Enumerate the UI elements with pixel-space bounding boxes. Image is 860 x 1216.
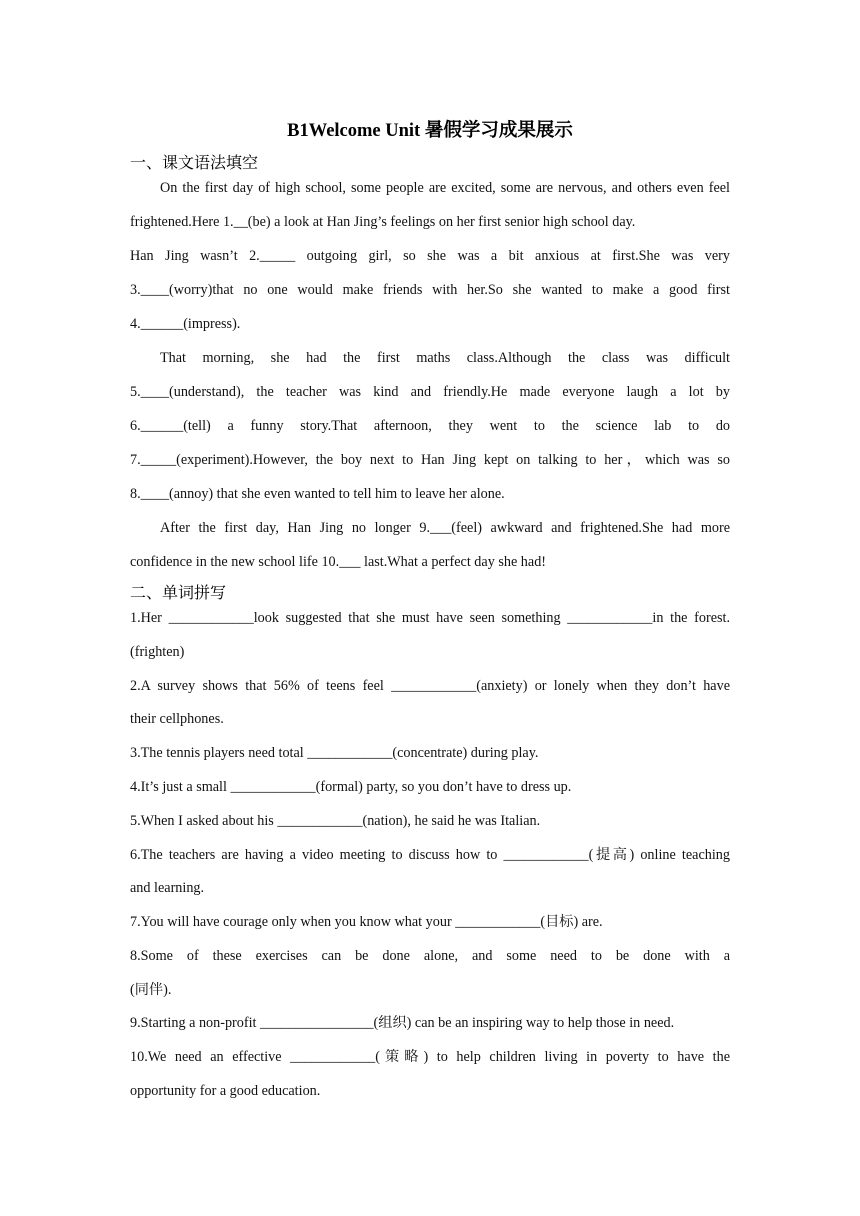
paragraph-line: frightened.Here 1.__(be) a look at Han Jing’s feelings on her first senior high school day. bbox=[130, 214, 636, 230]
question-line: 10.We need an effective ____________(策略) to help children living in poverty to have the bbox=[130, 1049, 730, 1065]
question-line: and learning. bbox=[130, 880, 205, 896]
paragraph-line: After the first day, Han Jing no longer 9.___(feel) awkward and frightened.She had more bbox=[160, 520, 730, 536]
question-line: 2.A survey shows that 56% of teens feel ____________(anxiety) or lonely when they don’t have bbox=[130, 678, 730, 694]
paragraph-line: 3.____(worry)that no one would make friends with her.So she wanted to make a good first bbox=[130, 282, 730, 298]
paragraph-line: 4.______(impress). bbox=[130, 316, 241, 332]
section-heading-word-spelling: 二、单词拼写 bbox=[130, 583, 227, 602]
paragraph-line: confidence in the new school life 10.___ last.What a perfect day she had! bbox=[130, 554, 547, 570]
question-line: their cellphones. bbox=[130, 711, 224, 727]
question-line: (同伴). bbox=[130, 982, 172, 998]
paragraph-line: On the first day of high school, some people are excited, some are nervous, and others even feel bbox=[160, 180, 730, 196]
paragraph-line: 7._____(experiment).However, the boy next to Han Jing kept on talking to her，which was so bbox=[130, 452, 730, 468]
paragraph-line: Han Jing wasn’t 2._____ outgoing girl, so she was a bit anxious at first.She was very bbox=[130, 248, 730, 264]
question-line: opportunity for a good education. bbox=[130, 1083, 321, 1099]
question-line: 7.You will have courage only when you know what your ____________(目标) are. bbox=[130, 914, 603, 930]
question-line: 8.Some of these exercises can be done alone, and some need to be done with a bbox=[130, 948, 730, 964]
question-line: 3.The tennis players need total ____________(concentrate) during play. bbox=[130, 745, 539, 761]
question-line: 5.When I asked about his ____________(nation), he said he was Italian. bbox=[130, 813, 541, 829]
question-line: 9.Starting a non-profit ________________(组织) can be an inspiring way to help those in need. bbox=[130, 1015, 675, 1031]
question-line: 6.The teachers are having a video meeting to discuss how to ____________(提高) online teaching bbox=[130, 847, 730, 863]
paragraph-line: That morning, she had the first maths class.Although the class was difficult bbox=[160, 350, 730, 366]
question-line: (frighten) bbox=[130, 644, 185, 660]
question-line: 1.Her ____________look suggested that she must have seen something ____________in the forest. bbox=[130, 610, 730, 626]
document-title: B1Welcome Unit 暑假学习成果展示 bbox=[287, 121, 573, 141]
paragraph-line: 5.____(understand), the teacher was kind and friendly.He made everyone laugh a lot by bbox=[130, 384, 730, 400]
question-line: 4.It’s just a small ____________(formal) party, so you don’t have to dress up. bbox=[130, 779, 572, 795]
paragraph-line: 6.______(tell) a funny story.That afternoon, they went to the science lab to do bbox=[130, 418, 730, 434]
section-heading-grammar-fill: 一、课文语法填空 bbox=[130, 153, 259, 172]
paragraph-line: 8.____(annoy) that she even wanted to tell him to leave her alone. bbox=[130, 486, 505, 502]
